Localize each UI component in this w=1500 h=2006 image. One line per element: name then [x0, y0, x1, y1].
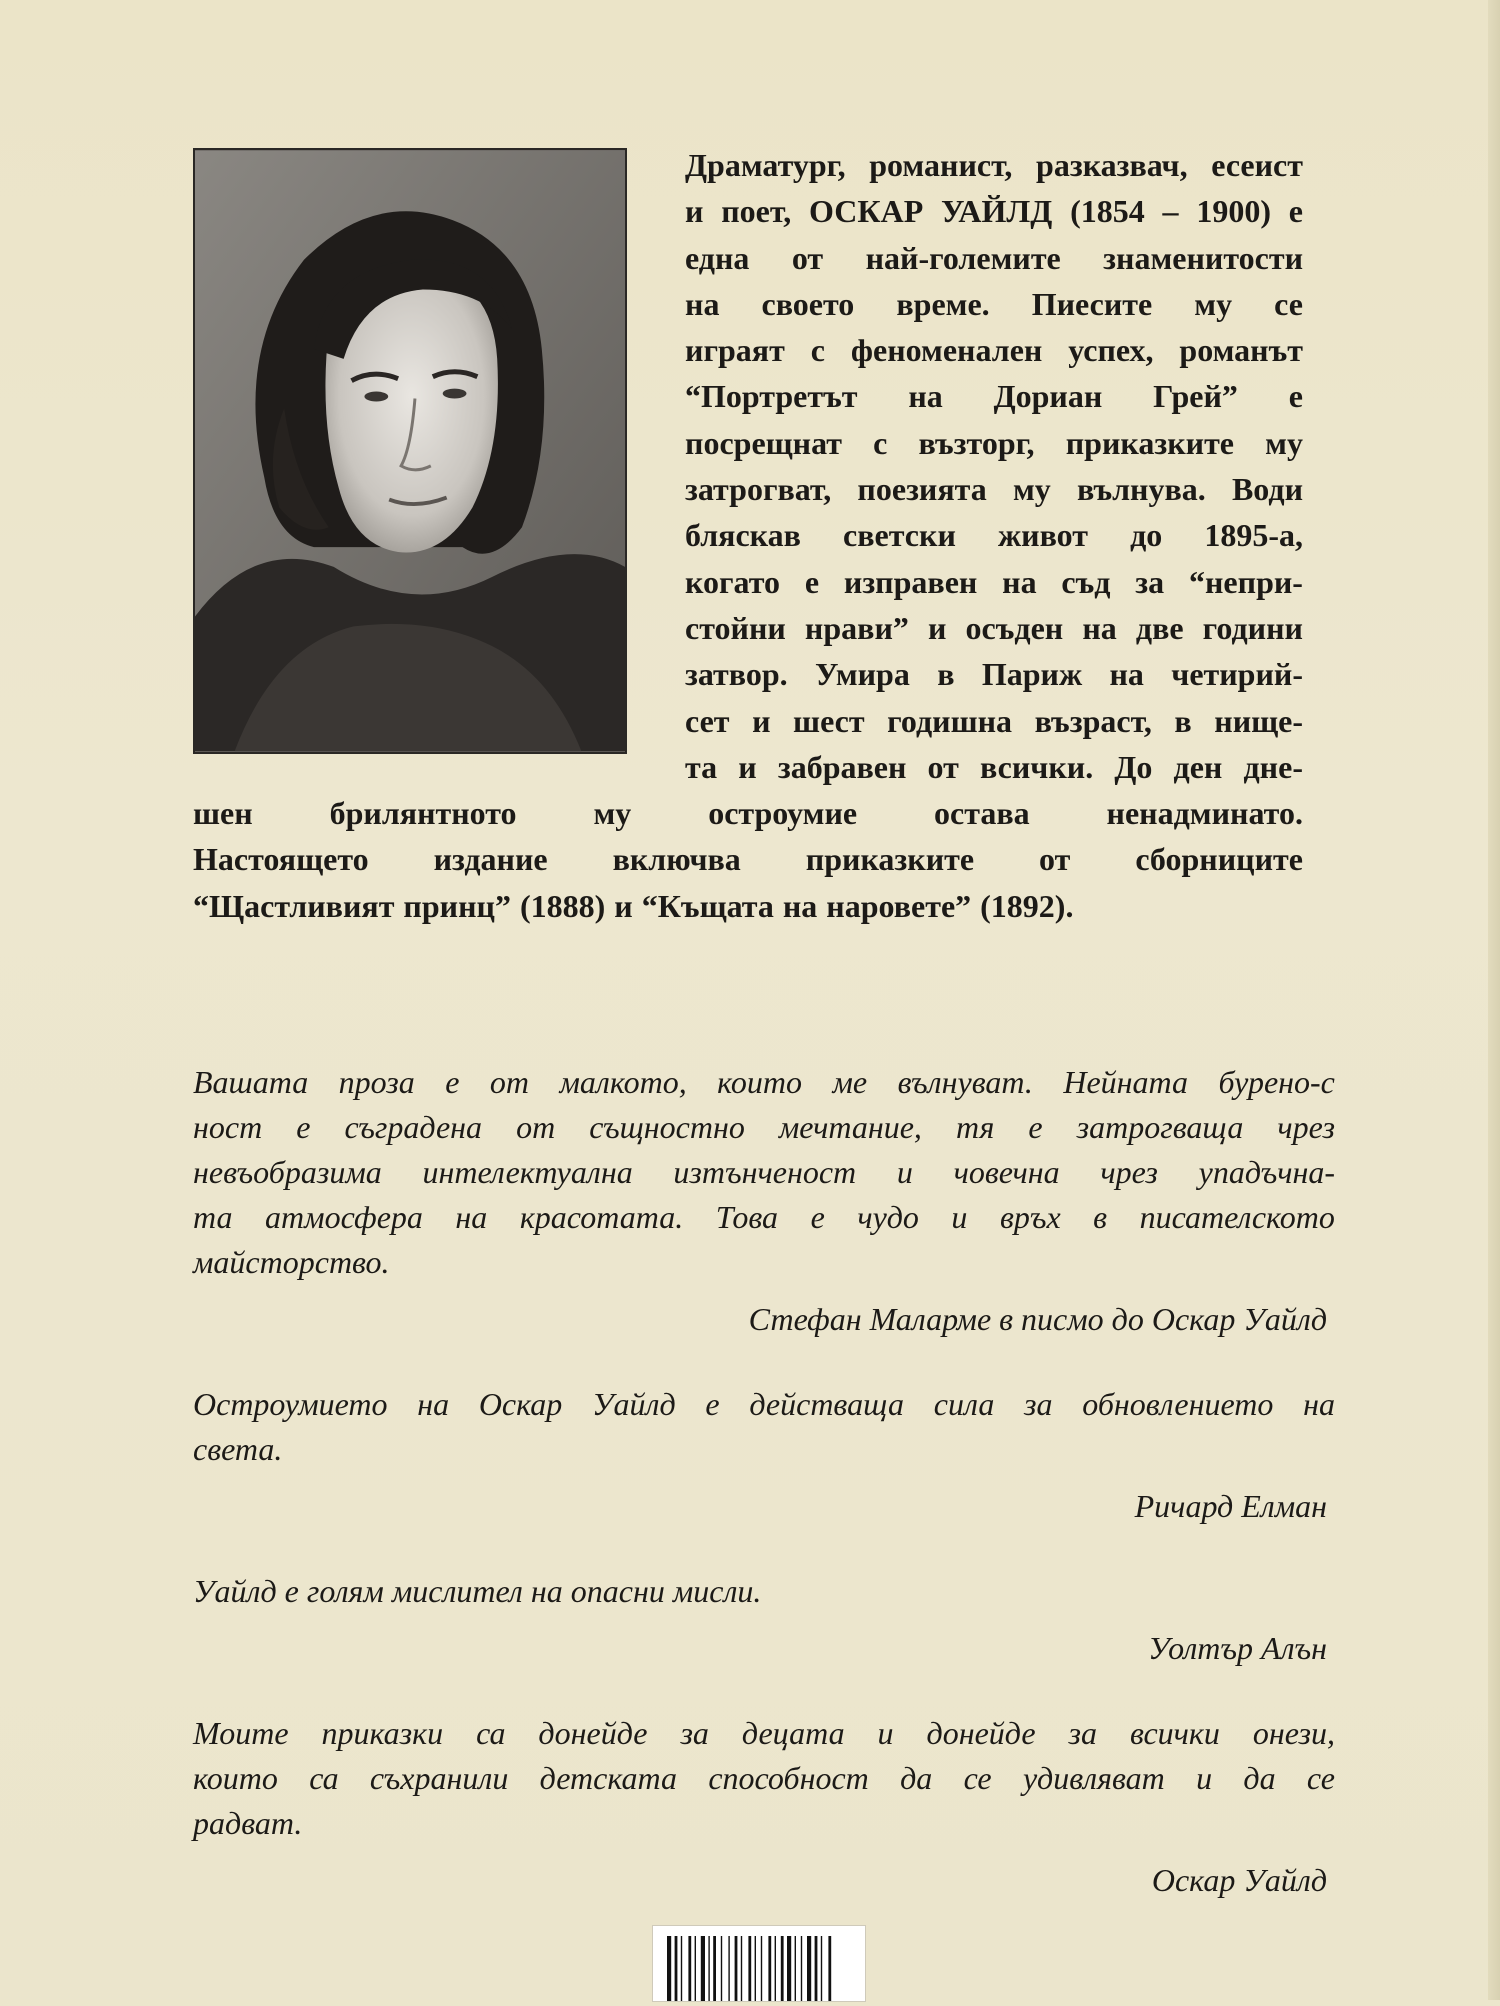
bio-word: възторг, — [918, 424, 1035, 461]
quote-word: мечтание, — [778, 1109, 922, 1145]
quote-word: от — [489, 1064, 529, 1100]
bio-line — [193, 373, 1303, 419]
bio-word: Води — [1231, 471, 1303, 508]
quote-word: упадъчна- — [1198, 1154, 1335, 1190]
bio-word: една — [685, 239, 750, 276]
barcode-bar — [713, 1936, 716, 2001]
quote-word: донейде — [538, 1715, 648, 1751]
barcode-bar — [815, 1936, 818, 2001]
quote-word: тя — [955, 1109, 995, 1145]
quote-line — [193, 1382, 1335, 1427]
bio-line — [193, 466, 1303, 512]
barcode-bar — [828, 1936, 831, 2001]
bio-line — [193, 327, 1303, 373]
barcode-bar — [795, 1936, 796, 2001]
bio-word: ненадминато. — [1106, 795, 1303, 832]
quote-word: ност — [193, 1109, 263, 1145]
bio-word: нрави” — [804, 609, 909, 646]
bio-word: на — [782, 887, 818, 924]
bio-word: нище- — [1214, 702, 1303, 739]
quote-line: майсторство. — [193, 1244, 390, 1280]
bio-word: остава — [934, 795, 1030, 832]
quote-word: и — [1196, 1760, 1213, 1796]
quote-word: Това — [715, 1199, 779, 1235]
quote-word: изтънченост — [673, 1154, 857, 1190]
quote-word: Нейната — [1063, 1064, 1189, 1100]
bio-word: сборниците — [1135, 841, 1303, 878]
bio-word: е — [804, 563, 820, 600]
quote-word: и — [951, 1199, 968, 1235]
bio-word: 1895-а, — [1204, 517, 1303, 554]
quote-word: затрогваща — [1076, 1109, 1244, 1145]
bio-word: разказвач, — [1036, 147, 1188, 183]
bio-word: есеист — [1211, 147, 1303, 183]
bio-word: изправен — [843, 563, 978, 600]
bio-word: своето — [761, 285, 855, 322]
barcode-bar — [781, 1936, 784, 2001]
bio-word: е — [1288, 193, 1303, 230]
quote-word: приказки — [321, 1715, 444, 1751]
quote-word: човечна — [953, 1154, 1060, 1190]
quote-word: Моите — [193, 1715, 289, 1751]
barcode-bar — [755, 1936, 756, 2001]
bio-word: две — [1135, 609, 1184, 646]
bio-word: на — [1082, 609, 1117, 646]
bio-line — [193, 420, 1303, 466]
bio-word: Умира — [814, 656, 910, 693]
quote-line: Уайлд е голям мислител на опасни мисли. — [193, 1573, 762, 1609]
bio-word: и — [614, 887, 633, 924]
bio-line — [193, 512, 1303, 558]
bio-word: приказките — [1065, 424, 1234, 461]
bio-word: Пиесите — [1031, 285, 1153, 322]
cover-edge — [1488, 0, 1500, 2000]
bio-word: УАЙЛД — [941, 193, 1053, 230]
bio-word: шест — [793, 702, 865, 739]
quote-word: обновлението — [1082, 1386, 1274, 1422]
quote-block — [193, 1382, 1335, 1529]
bio-word: светски — [843, 517, 956, 554]
quote-word: са — [476, 1715, 506, 1751]
bio-word: 1900) — [1196, 193, 1271, 230]
barcode-bar — [701, 1936, 705, 2001]
bio-word: до — [1130, 517, 1163, 554]
bio-word: бляскав — [685, 517, 801, 554]
barcode-bar — [741, 1936, 742, 2001]
bio-word: съд — [1061, 563, 1111, 600]
quote-word: е — [296, 1109, 311, 1145]
bio-word: когато — [685, 563, 781, 600]
bio-word: приказките — [805, 841, 975, 878]
quote-line: радват. — [193, 1805, 303, 1841]
bio-word: “непри- — [1188, 563, 1303, 600]
quote-word: се — [963, 1760, 992, 1796]
quote-word: за — [680, 1715, 709, 1751]
quote-word: проза — [338, 1064, 415, 1100]
bio-word: в — [1174, 702, 1192, 739]
quote-author: Уолтър Алън — [1148, 1630, 1327, 1666]
bio-word: посрещнат — [685, 424, 842, 461]
bio-word: издание — [433, 841, 548, 878]
barcode-bar — [675, 1936, 678, 2001]
bio-line — [193, 836, 1303, 882]
bio-word: живот — [997, 517, 1088, 554]
quote-word: децата — [741, 1715, 845, 1751]
barcode — [652, 1925, 866, 2002]
bio-word: принц” — [403, 887, 511, 924]
bio-word: До — [1114, 748, 1153, 785]
bio-line — [193, 605, 1303, 651]
quote-author: Стефан Маларме в писмо до Оскар Уайлд — [748, 1301, 1327, 1337]
quote-word: невъобразима — [193, 1154, 382, 1190]
bio-line — [193, 142, 1303, 188]
quote-word: интелектуална — [422, 1154, 633, 1190]
quote-word: за — [1024, 1386, 1053, 1422]
bio-word: феноменален — [850, 332, 1043, 369]
barcode-bar — [775, 1936, 776, 2001]
quote-word: ме — [832, 1064, 868, 1100]
quote-word: е — [810, 1199, 825, 1235]
bio-word: и — [685, 193, 704, 230]
bio-word: време. — [896, 285, 990, 322]
bio-word: от — [791, 239, 824, 276]
bio-word: годишна — [887, 702, 1013, 739]
quote-word: е — [445, 1064, 460, 1100]
bio-line — [193, 188, 1303, 234]
quote-block — [193, 1060, 1335, 1342]
bio-word: е — [1288, 378, 1303, 415]
bio-word: на — [1002, 563, 1037, 600]
bio-word: вълнува. — [1076, 471, 1206, 508]
quote-line — [193, 1756, 1335, 1801]
bio-word: (1892). — [980, 887, 1074, 924]
bio-word: Грей” — [1153, 378, 1238, 415]
bio-line — [193, 883, 1303, 929]
bio-word: и — [927, 609, 947, 646]
bio-word: знаменитости — [1103, 239, 1303, 276]
bio-word: шен — [193, 795, 253, 832]
quote-word: малкото, — [559, 1064, 687, 1100]
bio-word: от — [1039, 841, 1071, 878]
bio-word: дне- — [1243, 748, 1303, 785]
bio-word: за — [1135, 563, 1165, 600]
bio-word: успех, — [1068, 332, 1154, 369]
quote-word: на — [455, 1199, 488, 1235]
bio-word: играят — [685, 332, 785, 369]
quote-author: Ричард Елман — [1134, 1488, 1327, 1524]
quote-line — [193, 1195, 1335, 1240]
bio-word: романист, — [869, 147, 1013, 183]
quote-line: света. — [193, 1431, 283, 1467]
bio-word: четирий- — [1171, 656, 1303, 693]
quote-word: атмосфера — [265, 1199, 423, 1235]
bio-line — [193, 559, 1303, 605]
bio-word: забравен — [777, 748, 907, 785]
bio-line — [193, 744, 1303, 790]
quote-word: Остроумието — [193, 1386, 388, 1422]
quote-author: Оскар Уайлд — [1151, 1862, 1327, 1898]
quote-word: донейде — [926, 1715, 1036, 1751]
quote-line — [193, 1711, 1335, 1756]
bio-word: Настоящето — [193, 841, 369, 878]
quote-word: Уайлд — [592, 1386, 676, 1422]
quote-word: всички — [1129, 1715, 1220, 1751]
quote-word: Вашата — [193, 1064, 309, 1100]
bio-word: и — [738, 748, 757, 785]
quote-word: красотата. — [519, 1199, 684, 1235]
quote-word: удивляват — [1022, 1760, 1165, 1796]
bio-line — [193, 790, 1303, 836]
bio-word: затрогват, — [685, 471, 832, 508]
quote-word: Оскар — [478, 1386, 563, 1422]
quote-word: на — [417, 1386, 450, 1422]
barcode-bar — [721, 1936, 722, 2001]
bio-word: “Щастливият — [193, 887, 395, 924]
quote-line — [193, 1105, 1335, 1150]
quote-word: чрез — [1277, 1109, 1335, 1145]
bio-word: наровете” — [826, 887, 972, 924]
bio-word: сет — [685, 702, 730, 739]
quote-word: чрез — [1100, 1154, 1158, 1190]
quote-word: бурено-с — [1218, 1064, 1335, 1100]
barcode-bar — [821, 1936, 822, 2001]
quote-line — [193, 1150, 1335, 1195]
bio-word: брилянтното — [329, 795, 517, 832]
quote-word: действаща — [749, 1386, 905, 1422]
barcode-bar — [695, 1936, 696, 2001]
barcode-bar — [807, 1936, 811, 2001]
quote-word: в — [1093, 1199, 1108, 1235]
bio-word: всички. — [979, 748, 1094, 785]
bio-word: в — [937, 656, 955, 693]
quote-word: са — [309, 1760, 339, 1796]
quote-word: онези, — [1252, 1715, 1335, 1751]
bio-word: ОСКАР — [808, 193, 924, 230]
bio-word: с — [810, 332, 825, 369]
bio-word: му — [593, 795, 632, 832]
quote-word: е — [1028, 1109, 1043, 1145]
barcode-bar — [728, 1936, 729, 2001]
bio-word: остроумие — [708, 795, 858, 832]
bio-word: Париж — [981, 656, 1083, 693]
quote-word: да — [1243, 1760, 1276, 1796]
quote-word: сила — [933, 1386, 995, 1422]
bio-word: възраст, — [1034, 702, 1152, 739]
bio-word: (1854 — [1070, 193, 1145, 230]
quote-block — [193, 1569, 1335, 1671]
bio-word: на — [685, 285, 720, 322]
bio-word: осъден — [965, 609, 1064, 646]
quote-word: които — [193, 1760, 278, 1796]
quote-word: е — [705, 1386, 720, 1422]
quote-word: съхранили — [369, 1760, 509, 1796]
bio-word: “Къщата — [641, 887, 774, 924]
quote-word: се — [1306, 1760, 1335, 1796]
barcode-bar — [688, 1936, 691, 2001]
barcode-bar — [708, 1936, 709, 2001]
bio-word: му — [1012, 471, 1051, 508]
quote-block — [193, 1711, 1335, 1903]
bio-word: Драматург, — [685, 147, 846, 183]
quotes-section — [193, 1060, 1335, 1903]
bio-word: та — [685, 748, 718, 785]
bio-word: на — [1109, 656, 1144, 693]
quote-word: съградена — [344, 1109, 483, 1145]
quote-word: връх — [999, 1199, 1061, 1235]
bio-line — [193, 235, 1303, 281]
quote-word: вълнуват. — [897, 1064, 1033, 1100]
quote-word: същностно — [589, 1109, 745, 1145]
bio-word: поет, — [721, 193, 792, 230]
barcode-bar — [667, 1936, 671, 2001]
quote-word: да — [900, 1760, 933, 1796]
bio-word: му — [1265, 424, 1303, 461]
quote-word: детската — [539, 1760, 677, 1796]
quote-word: на — [1303, 1386, 1335, 1422]
bio-line — [193, 651, 1303, 697]
bio-word: затвор. — [685, 656, 788, 693]
quote-word: за — [1068, 1715, 1097, 1751]
bio-word: на — [908, 378, 943, 415]
bio-word: “Портретът — [685, 378, 858, 415]
bio-word: и — [752, 702, 771, 739]
quote-word: които — [717, 1064, 803, 1100]
bio-word: (1888) — [519, 887, 606, 924]
quote-line — [193, 1060, 1335, 1105]
quote-word: и — [896, 1154, 913, 1190]
quote-word: писателското — [1139, 1199, 1335, 1235]
bio-word: – — [1162, 193, 1179, 230]
bio-word: поезията — [857, 471, 987, 508]
quote-word: и — [877, 1715, 894, 1751]
bio-word: стойни — [685, 609, 786, 646]
barcode-bar — [787, 1936, 791, 2001]
barcode-bar — [681, 1936, 682, 2001]
barcode-bar — [768, 1936, 771, 2001]
bio-word: се — [1274, 285, 1303, 322]
barcode-bar — [801, 1936, 802, 2001]
barcode-bar — [761, 1936, 762, 2001]
bio-word: от — [927, 748, 959, 785]
bio-word: му — [1194, 285, 1233, 322]
barcode-bar — [748, 1936, 751, 2001]
bio-word: години — [1202, 609, 1303, 646]
bio-word: най-големите — [865, 239, 1061, 276]
bio-line — [193, 698, 1303, 744]
quote-word: чудо — [857, 1199, 919, 1235]
bio-word: романът — [1179, 332, 1303, 369]
bio-word: Дориан — [993, 378, 1103, 415]
bio-word: с — [873, 424, 888, 461]
barcode-bar — [735, 1936, 738, 2001]
author-bio — [193, 142, 1303, 929]
quote-word: та — [193, 1199, 233, 1235]
bio-line — [193, 281, 1303, 327]
bio-word: включва — [612, 841, 741, 878]
quote-word: способност — [708, 1760, 869, 1796]
quote-word: от — [516, 1109, 556, 1145]
bio-word: ден — [1173, 748, 1223, 785]
